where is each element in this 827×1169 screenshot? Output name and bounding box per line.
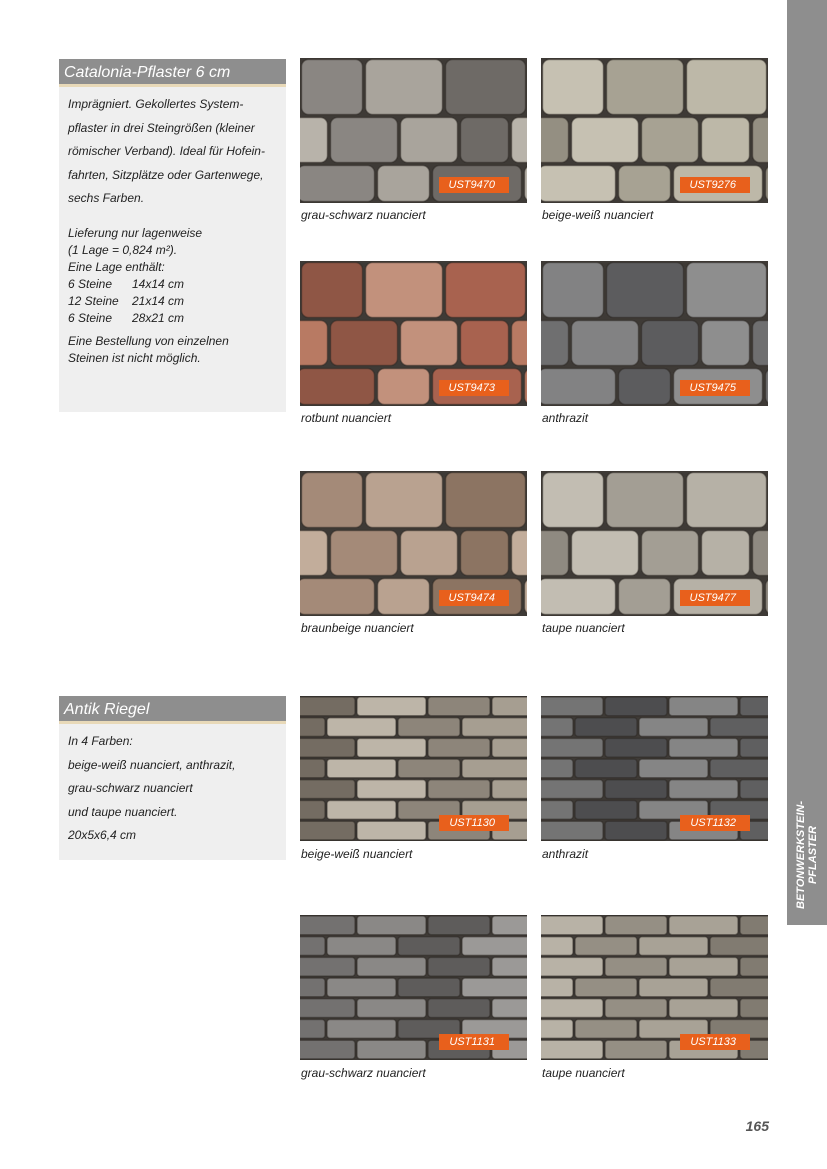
product-image bbox=[541, 58, 768, 203]
antik-riegel-info-box bbox=[59, 724, 286, 860]
riegel-line: und taupe nuanciert. bbox=[68, 804, 178, 819]
product-image bbox=[300, 58, 527, 203]
product-image bbox=[541, 471, 768, 616]
chapter-side-tab bbox=[787, 0, 827, 925]
page-number: 165 bbox=[745, 1118, 769, 1134]
product-image bbox=[541, 696, 768, 841]
order-note-line: Eine Bestellung von einzelnen bbox=[68, 333, 229, 348]
order-note-line: Steinen ist nicht möglich. bbox=[68, 350, 201, 365]
product-code-tag: UST9276 bbox=[680, 177, 750, 193]
product-image bbox=[300, 471, 527, 616]
side-tab-line: BETONWERKSTEIN- bbox=[795, 801, 807, 909]
layer-title: Eine Lage enthält: bbox=[68, 259, 165, 274]
catalonia-info-box bbox=[59, 87, 286, 412]
layer-item-qty: 6 Steine bbox=[68, 276, 113, 291]
product-caption: anthrazit bbox=[542, 847, 589, 861]
product-caption: anthrazit bbox=[542, 411, 589, 425]
chapter-side-tab-label bbox=[795, 801, 819, 909]
layer-item bbox=[68, 276, 276, 293]
layer-item-qty: 12 Steine bbox=[68, 293, 119, 308]
section-title-catalonia: Catalonia-Pflaster 6 cm bbox=[59, 59, 286, 87]
product-caption: beige-weiß nuanciert bbox=[542, 208, 654, 222]
product-image bbox=[300, 261, 527, 406]
layer-item-qty: 6 Steine bbox=[68, 310, 113, 325]
product-code-tag: UST1131 bbox=[439, 1034, 509, 1050]
product-caption: grau-schwarz nuanciert bbox=[301, 1066, 426, 1080]
layer-item bbox=[68, 293, 276, 310]
riegel-line: grau-schwarz nuanciert bbox=[68, 781, 193, 795]
product-image bbox=[541, 261, 768, 406]
delivery-line: (1 Lage = 0,824 m²). bbox=[68, 242, 178, 257]
product-code-tag: UST9474 bbox=[439, 590, 509, 606]
product-caption: beige-weiß nuanciert bbox=[301, 847, 413, 861]
section-title-antik-riegel: Antik Riegel bbox=[59, 696, 286, 724]
layer-item-size: 21x14 cm bbox=[132, 293, 185, 308]
product-image bbox=[300, 696, 527, 841]
product-code-tag: UST9477 bbox=[680, 590, 750, 606]
layer-item-size: 28x21 cm bbox=[132, 310, 185, 325]
riegel-line: In 4 Farben: bbox=[68, 734, 133, 748]
product-caption: grau-schwarz nuanciert bbox=[301, 208, 426, 222]
riegel-line: beige-weiß nuanciert, anthrazit, bbox=[68, 757, 236, 772]
product-code-tag: UST9475 bbox=[680, 380, 750, 396]
layer-item-size: 14x14 cm bbox=[132, 276, 185, 291]
delivery-line: Lieferung nur lagenweise bbox=[68, 225, 203, 240]
riegel-line: 20x5x6,4 cm bbox=[68, 828, 137, 842]
catalonia-desc-line: sechs Farben. bbox=[68, 191, 145, 205]
product-caption: braunbeige nuanciert bbox=[301, 621, 414, 635]
product-caption: taupe nuanciert bbox=[542, 1066, 625, 1080]
product-code-tag: UST1132 bbox=[680, 815, 750, 831]
product-image bbox=[300, 915, 527, 1060]
product-code-tag: UST9470 bbox=[439, 177, 509, 193]
catalonia-desc-line: Imprägniert. Gekollertes System- bbox=[68, 97, 244, 111]
product-caption: taupe nuanciert bbox=[542, 621, 625, 635]
side-tab-line: PFLASTER bbox=[807, 825, 819, 885]
product-image bbox=[541, 915, 768, 1060]
layer-item bbox=[68, 310, 276, 327]
catalonia-desc-line: pflaster in drei Steingrößen (kleiner bbox=[68, 120, 255, 135]
catalonia-desc-line: fahrten, Sitzplätze oder Gartenwege, bbox=[68, 167, 264, 182]
product-code-tag: UST1130 bbox=[439, 815, 509, 831]
product-code-tag: UST1133 bbox=[680, 1034, 750, 1050]
product-code-tag: UST9473 bbox=[439, 380, 509, 396]
catalonia-desc-line: römischer Verband). Ideal für Hofein- bbox=[68, 144, 265, 158]
product-caption: rotbunt nuanciert bbox=[301, 411, 392, 425]
